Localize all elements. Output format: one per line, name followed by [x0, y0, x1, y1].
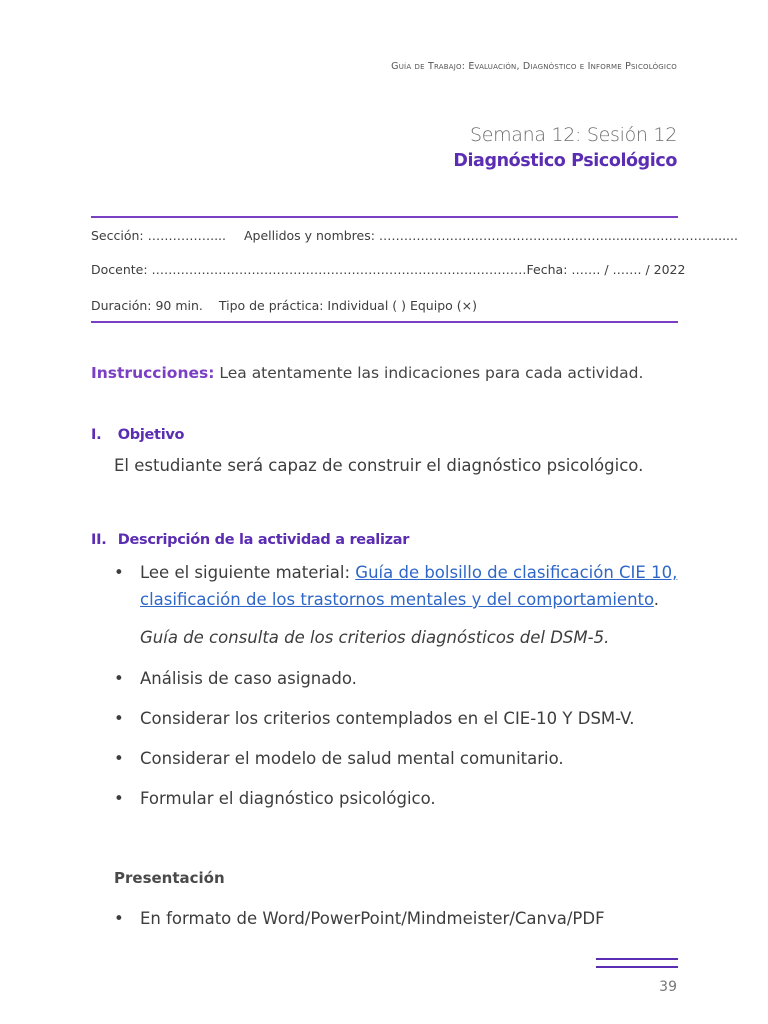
bullet-text: Considerar el modelo de salud mental comunitario. — [140, 749, 564, 768]
section-number: II. — [91, 532, 107, 548]
bullet-icon: • — [114, 669, 124, 688]
instructions-text: Lea atentamente las indicaciones para cada actividad. — [214, 364, 644, 382]
list-item — [114, 705, 694, 732]
seccion-field: Sección: …………….... — [91, 228, 226, 243]
bullet-icon: • — [114, 909, 124, 928]
bottom-divider — [91, 321, 678, 323]
cie10-guide-link[interactable]: Guía de bolsillo de clasificación CIE 10, clasificación de los trastornos mentales y del comportamiento — [140, 563, 678, 609]
fecha-field: Fecha: ……. / ……. / 2022 — [526, 262, 686, 277]
section-title: Objetivo — [117, 427, 185, 443]
section-title: Descripción de la actividad a realizar — [117, 532, 410, 548]
duracion-field: Duración: 90 min. — [91, 298, 203, 313]
bullet-text: En formato de Word/PowerPoint/Mindmeister/Canva/PDF — [140, 909, 605, 928]
bullet-icon: • — [114, 709, 124, 728]
list-item — [114, 665, 694, 692]
form-line-duracion — [91, 298, 678, 313]
section-objetivo-heading — [91, 427, 678, 443]
footer-bar-bottom — [596, 966, 678, 968]
section-number: I. — [91, 427, 102, 443]
page-number: 39 — [659, 979, 677, 995]
apellidos-field: Apellidos y nombres: ………………………………………………..........……………........ — [243, 228, 738, 243]
bullet-text: Análisis de caso asignado. — [140, 669, 357, 688]
footer-bar-top — [596, 958, 678, 960]
form-line-seccion — [91, 228, 738, 243]
bullet-text: Lee el siguiente material: — [140, 563, 356, 582]
tipo-practica-field: Tipo de práctica: Individual ( ) Equipo (×) — [218, 298, 477, 313]
presentation-heading: Presentación — [114, 869, 225, 887]
list-item: • Lee el siguiente material: Guía de bolsillo de clasificación CIE 10, clasificación de los trastornos mentales y del comportamiento. — [114, 559, 694, 613]
bullet-icon: • — [114, 749, 124, 768]
bullet-icon: • — [114, 789, 124, 808]
section-descripcion-heading — [91, 532, 678, 548]
dsm5-guide-text: Guía de consulta de los criterios diagnósticos del DSM-5. — [140, 628, 610, 647]
page-title: Diagnóstico Psicológico — [453, 151, 677, 171]
bullet-icon: • — [114, 563, 124, 582]
docente-field: Docente: ……………………………………………………………………………… — [91, 262, 527, 277]
bullet-text: Considerar los criterios contemplados en el CIE-10 Y DSM-V. — [140, 709, 635, 728]
list-item — [114, 785, 694, 812]
form-line-docente — [91, 262, 686, 277]
guide-header: Guía de Trabajo: Evaluación, Diagnóstico e Informe Psicológico — [391, 61, 677, 72]
top-divider — [91, 216, 678, 218]
list-item — [114, 745, 694, 772]
list-item — [114, 905, 694, 932]
objetivo-text: El estudiante será capaz de construir el diagnóstico psicológico. — [114, 456, 644, 475]
instructions-label: Instrucciones: — [91, 364, 215, 382]
week-session-label: Semana 12: Sesión 12 — [469, 124, 677, 146]
bullet-text: Formular el diagnóstico psicológico. — [140, 789, 436, 808]
instructions — [91, 364, 678, 382]
